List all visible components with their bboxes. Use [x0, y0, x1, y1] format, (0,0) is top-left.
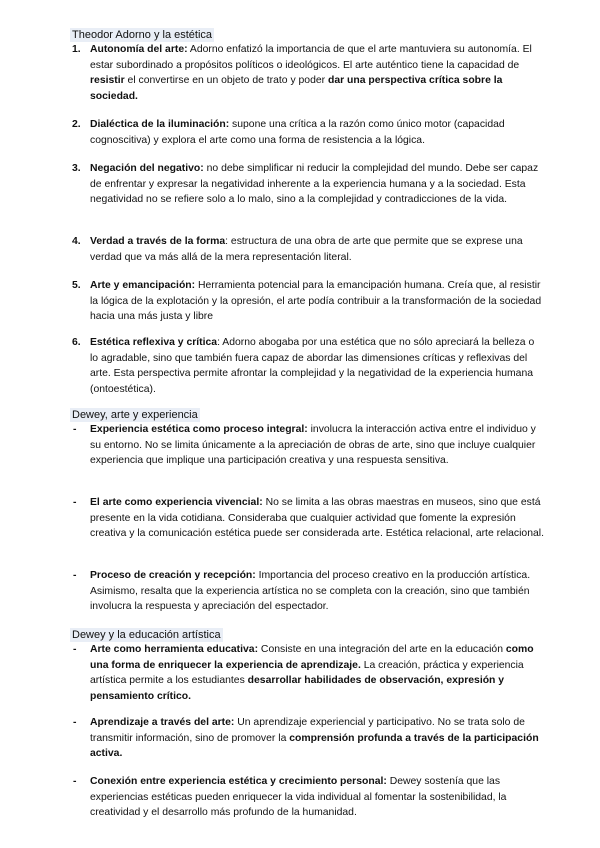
- list-item-negacion: 3. Negación del negativo: no debe simplificar ni reducir la complejidad del mundo. Debe ser capaz de enfrentar y expresar la negatividad inherente a la experiencia humana y a la sociedad. Esta negatividad no se refiere solo a lo malo, sino a la complejidad y contradicciones de la vida.: [72, 163, 539, 205]
- list-number: 2.: [72, 119, 81, 130]
- section-heading-dewey-educacion: Dewey y la educación artística: [72, 629, 221, 641]
- section-heading-dewey-arte: Dewey, arte y experiencia: [72, 409, 198, 421]
- list-number: 4.: [72, 236, 81, 247]
- list-number: 5.: [72, 280, 81, 291]
- list-item-arte-vivencial: - El arte como experiencia vivencial: No se limita a las obras maestras en museos, sino que está presente en la vida cotidiana. Consideraba que cualquier actividad que fomente la expresión creativa y la comunicación estética puede ser considerada arte. Estética relacional, arte relacional.: [73, 497, 544, 539]
- list-item-dialectica: 2. Dialéctica de la iluminación: supone una crítica a la razón como único motor (capacidad cognoscitiva) y explora el arte como una forma de resistencia a la lógica.: [72, 119, 505, 146]
- list-item-aprendizaje: - Aprendizaje a través del arte: Un aprendizaje experiencial y participativo. No se trata solo de transmitir información, sino de promover la comprensión profunda a través de la participación activa.: [73, 717, 539, 759]
- list-item-autonomia: 1. Autonomía del arte: Adorno enfatizó la importancia de que el arte mantuviera su autonomía. El estar subordinado a propósitos políticos o ideológicos. El arte auténtico tiene la capacidad de resistir el convertirse en un objeto de trato y poder dar una perspectiva crítica sobre la sociedad.: [72, 44, 532, 102]
- list-item-crecimiento-personal: - Conexión entre experiencia estética y crecimiento personal: Dewey sostenía que las experiencias estéticas pueden enriquecer la vida individual al fomentar la sostenibilidad, la creatividad y el desarrollo más profundo de la humanidad.: [73, 776, 507, 818]
- list-item-emancipacion: 5. Arte y emancipación: Herramienta potencial para la emancipación humana. Creía que, al resistir la lógica de la explotación y la opresión, el arte podía contribuir a la transformación de la sociedad hacia una más justa y libre: [72, 280, 542, 322]
- list-item-experiencia-estetica: - Experiencia estética como proceso integral: involucra la interacción activa entre el individuo y su entorno. No se limita únicamente a la apreciación de obras de arte, sino que incluye cualquier experiencia que implique una participación creativa y una respuesta sensitiva.: [73, 424, 536, 466]
- section-heading-adorno: Theodor Adorno y la estética: [72, 29, 213, 41]
- list-dash: -: [73, 570, 77, 581]
- list-dash: -: [73, 644, 77, 655]
- list-item-estetica-reflexiva: 6. Estética reflexiva y crítica: Adorno abogaba por una estética que no sólo apreciará la belleza o lo agradable, sino que también fuera capaz de abordar las dimensiones críticas y reflexivas del arte. Esta perspectiva permite afrontar la complejidad y la negatividad de la experiencia humana (ontoestética).: [72, 337, 535, 395]
- list-dash: -: [73, 717, 77, 728]
- list-dash: -: [73, 424, 77, 435]
- list-item-verdad: 4. Verdad a través de la forma: estructura de una obra de arte que permite que se exprese una verdad que va más allá de la mera representación literal.: [72, 236, 523, 263]
- list-dash: -: [73, 776, 77, 787]
- list-number: 6.: [72, 337, 81, 348]
- list-number: 3.: [72, 163, 81, 174]
- list-number: 1.: [72, 44, 81, 55]
- list-item-herramienta-educativa: - Arte como herramienta educativa: Consiste en una integración del arte en la educación como una forma de enriquecer la experiencia de aprendizaje. La creación, práctica y experiencia artística permite a los estudiantes desarrollar habilidades de observación, expresión y pensamiento crítico.: [73, 644, 534, 702]
- list-dash: -: [73, 497, 77, 508]
- list-item-creacion-recepcion: - Proceso de creación y recepción: Importancia del proceso creativo en la producción artística. Asimismo, resalta que la experiencia artística no se completa con la creación, sino que también involucra la respuesta y apreciación del espectador.: [73, 570, 531, 612]
